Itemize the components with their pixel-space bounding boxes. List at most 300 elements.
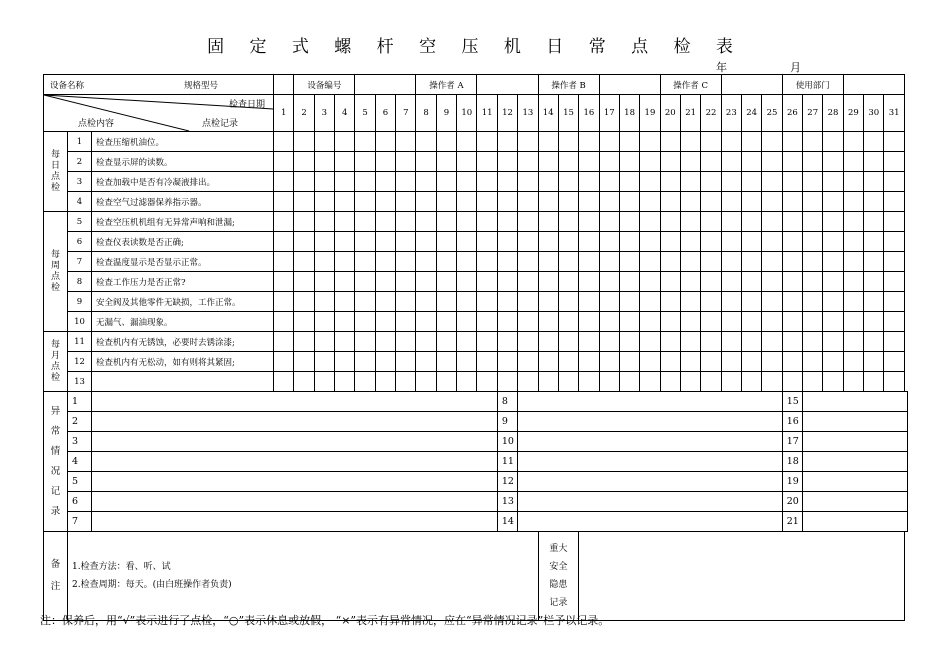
check-cell[interactable] [274,212,294,232]
check-cell[interactable] [823,212,843,232]
check-cell[interactable] [762,372,782,392]
check-cell[interactable] [355,152,375,172]
check-cell[interactable] [782,232,802,252]
check-cell[interactable] [274,332,294,352]
check-cell[interactable] [701,332,721,352]
check-cell[interactable] [375,152,395,172]
check-cell[interactable] [619,172,639,192]
check-cell[interactable] [864,152,884,172]
check-cell[interactable] [884,252,904,272]
check-cell[interactable] [660,132,680,152]
check-cell[interactable] [294,172,314,192]
abnormal-entry[interactable] [803,392,908,412]
abnormal-entry[interactable] [92,452,498,472]
check-cell[interactable] [803,292,823,312]
check-cell[interactable] [782,152,802,172]
check-cell[interactable] [518,192,538,212]
check-cell[interactable] [477,152,497,172]
check-cell[interactable] [416,132,436,152]
check-cell[interactable] [721,312,741,332]
check-cell[interactable] [436,372,456,392]
check-cell[interactable] [599,372,619,392]
check-cell[interactable] [355,312,375,332]
check-cell[interactable] [314,172,334,192]
check-cell[interactable] [680,252,700,272]
check-cell[interactable] [518,332,538,352]
check-cell[interactable] [497,372,517,392]
check-cell[interactable] [314,272,334,292]
check-cell[interactable] [619,252,639,272]
check-cell[interactable] [701,352,721,372]
check-cell[interactable] [396,292,416,312]
check-cell[interactable] [680,232,700,252]
check-cell[interactable] [640,252,660,272]
check-cell[interactable] [294,372,314,392]
check-cell[interactable] [599,332,619,352]
check-cell[interactable] [599,172,619,192]
check-cell[interactable] [314,212,334,232]
check-cell[interactable] [823,252,843,272]
check-cell[interactable] [538,192,558,212]
check-cell[interactable] [335,132,355,152]
check-cell[interactable] [274,232,294,252]
check-cell[interactable] [579,212,599,232]
check-cell[interactable] [599,192,619,212]
check-cell[interactable] [884,272,904,292]
check-cell[interactable] [762,352,782,372]
check-cell[interactable] [497,132,517,152]
check-cell[interactable] [274,152,294,172]
check-cell[interactable] [497,172,517,192]
check-cell[interactable] [721,332,741,352]
abnormal-entry[interactable] [803,412,908,432]
check-cell[interactable] [477,332,497,352]
check-cell[interactable] [436,172,456,192]
check-cell[interactable] [416,352,436,372]
check-cell[interactable] [864,192,884,212]
check-cell[interactable] [823,152,843,172]
check-cell[interactable] [314,292,334,312]
check-cell[interactable] [294,232,314,252]
check-cell[interactable] [274,372,294,392]
check-cell[interactable] [355,332,375,352]
check-cell[interactable] [599,212,619,232]
check-cell[interactable] [782,132,802,152]
check-cell[interactable] [294,132,314,152]
check-cell[interactable] [721,372,741,392]
check-cell[interactable] [538,232,558,252]
abnormal-entry[interactable] [803,512,908,532]
check-cell[interactable] [335,192,355,212]
check-cell[interactable] [579,352,599,372]
check-cell[interactable] [721,352,741,372]
check-cell[interactable] [375,132,395,152]
check-cell[interactable] [355,352,375,372]
check-cell[interactable] [660,152,680,172]
check-cell[interactable] [742,212,762,232]
check-cell[interactable] [864,352,884,372]
check-cell[interactable] [314,132,334,152]
check-cell[interactable] [477,272,497,292]
check-cell[interactable] [355,372,375,392]
abnormal-entry[interactable] [518,512,783,532]
abnormal-entry[interactable] [92,512,498,532]
check-cell[interactable] [274,312,294,332]
check-cell[interactable] [701,292,721,312]
check-cell[interactable] [477,252,497,272]
check-cell[interactable] [558,332,578,352]
check-cell[interactable] [558,172,578,192]
check-cell[interactable] [416,172,436,192]
check-cell[interactable] [375,352,395,372]
check-cell[interactable] [518,252,538,272]
check-cell[interactable] [640,332,660,352]
check-cell[interactable] [579,332,599,352]
check-cell[interactable] [538,172,558,192]
check-cell[interactable] [803,192,823,212]
check-cell[interactable] [660,292,680,312]
check-cell[interactable] [355,192,375,212]
check-cell[interactable] [579,252,599,272]
check-cell[interactable] [314,252,334,272]
check-cell[interactable] [742,292,762,312]
check-cell[interactable] [843,212,863,232]
check-cell[interactable] [680,212,700,232]
check-cell[interactable] [335,172,355,192]
check-cell[interactable] [884,372,904,392]
check-cell[interactable] [457,212,477,232]
check-cell[interactable] [558,132,578,152]
check-cell[interactable] [884,292,904,312]
check-cell[interactable] [497,272,517,292]
check-cell[interactable] [294,192,314,212]
check-cell[interactable] [701,152,721,172]
check-cell[interactable] [660,172,680,192]
check-cell[interactable] [599,152,619,172]
check-cell[interactable] [660,212,680,232]
check-cell[interactable] [274,352,294,372]
check-cell[interactable] [314,312,334,332]
check-cell[interactable] [619,132,639,152]
check-cell[interactable] [782,312,802,332]
check-cell[interactable] [518,272,538,292]
check-cell[interactable] [742,232,762,252]
check-cell[interactable] [782,252,802,272]
check-cell[interactable] [680,192,700,212]
check-cell[interactable] [436,252,456,272]
check-cell[interactable] [599,232,619,252]
check-cell[interactable] [660,332,680,352]
abnormal-entry[interactable] [518,452,783,472]
check-cell[interactable] [518,292,538,312]
check-cell[interactable] [416,152,436,172]
check-cell[interactable] [742,192,762,212]
check-cell[interactable] [864,232,884,252]
check-cell[interactable] [477,312,497,332]
check-cell[interactable] [314,372,334,392]
check-cell[interactable] [477,132,497,152]
check-cell[interactable] [884,152,904,172]
check-cell[interactable] [416,272,436,292]
check-cell[interactable] [314,192,334,212]
check-cell[interactable] [538,252,558,272]
check-cell[interactable] [457,312,477,332]
check-cell[interactable] [823,352,843,372]
check-cell[interactable] [782,212,802,232]
check-cell[interactable] [762,232,782,252]
check-cell[interactable] [477,192,497,212]
check-cell[interactable] [314,232,334,252]
check-cell[interactable] [742,152,762,172]
check-cell[interactable] [579,152,599,172]
check-cell[interactable] [375,312,395,332]
check-cell[interactable] [680,292,700,312]
check-cell[interactable] [497,152,517,172]
check-cell[interactable] [558,312,578,332]
check-cell[interactable] [497,312,517,332]
check-cell[interactable] [314,332,334,352]
check-cell[interactable] [782,172,802,192]
check-cell[interactable] [477,232,497,252]
abnormal-entry[interactable] [518,412,783,432]
check-cell[interactable] [680,312,700,332]
check-cell[interactable] [742,172,762,192]
check-cell[interactable] [640,372,660,392]
check-cell[interactable] [558,372,578,392]
abnormal-entry[interactable] [92,492,498,512]
check-cell[interactable] [782,292,802,312]
check-cell[interactable] [823,312,843,332]
check-cell[interactable] [823,272,843,292]
check-cell[interactable] [640,232,660,252]
check-cell[interactable] [579,292,599,312]
check-cell[interactable] [721,192,741,212]
check-cell[interactable] [436,192,456,212]
check-cell[interactable] [538,212,558,232]
check-cell[interactable] [457,252,477,272]
abnormal-entry[interactable] [92,432,498,452]
check-cell[interactable] [497,192,517,212]
check-cell[interactable] [335,332,355,352]
check-cell[interactable] [640,312,660,332]
check-cell[interactable] [599,132,619,152]
check-cell[interactable] [274,172,294,192]
check-cell[interactable] [803,332,823,352]
check-cell[interactable] [823,132,843,152]
check-cell[interactable] [680,272,700,292]
check-cell[interactable] [864,332,884,352]
check-cell[interactable] [477,372,497,392]
check-cell[interactable] [416,192,436,212]
check-cell[interactable] [335,352,355,372]
check-cell[interactable] [294,252,314,272]
check-cell[interactable] [436,352,456,372]
hazard-entry[interactable] [579,532,905,621]
check-cell[interactable] [701,172,721,192]
equipment-no-value[interactable] [355,75,416,95]
check-cell[interactable] [457,132,477,152]
check-cell[interactable] [436,132,456,152]
check-cell[interactable] [599,312,619,332]
check-cell[interactable] [558,272,578,292]
check-cell[interactable] [884,312,904,332]
check-cell[interactable] [660,272,680,292]
check-cell[interactable] [497,292,517,312]
spec-model-value[interactable] [274,75,294,95]
operator-a-value[interactable] [477,75,538,95]
check-cell[interactable] [416,292,436,312]
check-cell[interactable] [375,292,395,312]
abnormal-entry[interactable] [803,432,908,452]
check-cell[interactable] [416,252,436,272]
check-cell[interactable] [457,332,477,352]
check-cell[interactable] [375,372,395,392]
check-cell[interactable] [274,252,294,272]
check-cell[interactable] [436,292,456,312]
check-cell[interactable] [579,192,599,212]
check-cell[interactable] [396,172,416,192]
check-cell[interactable] [518,132,538,152]
check-cell[interactable] [518,152,538,172]
check-cell[interactable] [843,272,863,292]
check-cell[interactable] [558,212,578,232]
abnormal-entry[interactable] [803,472,908,492]
check-cell[interactable] [701,132,721,152]
check-cell[interactable] [619,192,639,212]
check-cell[interactable] [396,192,416,212]
check-cell[interactable] [803,272,823,292]
check-cell[interactable] [274,132,294,152]
check-cell[interactable] [436,232,456,252]
check-cell[interactable] [803,152,823,172]
check-cell[interactable] [762,172,782,192]
check-cell[interactable] [416,212,436,232]
check-cell[interactable] [599,272,619,292]
check-cell[interactable] [884,232,904,252]
check-cell[interactable] [803,212,823,232]
check-cell[interactable] [538,292,558,312]
check-cell[interactable] [518,172,538,192]
check-cell[interactable] [742,252,762,272]
dept-value[interactable] [843,75,904,95]
check-cell[interactable] [314,152,334,172]
check-cell[interactable] [782,272,802,292]
check-cell[interactable] [375,212,395,232]
check-cell[interactable] [803,172,823,192]
check-cell[interactable] [640,352,660,372]
check-cell[interactable] [355,252,375,272]
check-cell[interactable] [558,292,578,312]
check-cell[interactable] [823,172,843,192]
check-cell[interactable] [375,232,395,252]
check-cell[interactable] [335,372,355,392]
check-cell[interactable] [640,212,660,232]
check-cell[interactable] [396,252,416,272]
check-cell[interactable] [274,192,294,212]
check-cell[interactable] [803,372,823,392]
check-cell[interactable] [843,372,863,392]
check-cell[interactable] [843,132,863,152]
operator-b-value[interactable] [599,75,660,95]
check-cell[interactable] [396,232,416,252]
check-cell[interactable] [864,212,884,232]
check-cell[interactable] [294,212,314,232]
check-cell[interactable] [782,332,802,352]
check-cell[interactable] [375,252,395,272]
check-cell[interactable] [497,232,517,252]
check-cell[interactable] [436,312,456,332]
check-cell[interactable] [558,152,578,172]
check-cell[interactable] [416,372,436,392]
check-cell[interactable] [518,312,538,332]
check-cell[interactable] [782,372,802,392]
check-cell[interactable] [619,272,639,292]
check-cell[interactable] [538,372,558,392]
check-cell[interactable] [864,372,884,392]
check-cell[interactable] [701,252,721,272]
abnormal-entry[interactable] [92,412,498,432]
check-cell[interactable] [416,332,436,352]
check-cell[interactable] [884,332,904,352]
check-cell[interactable] [558,192,578,212]
check-cell[interactable] [762,192,782,212]
check-cell[interactable] [619,372,639,392]
check-cell[interactable] [355,292,375,312]
check-cell[interactable] [843,232,863,252]
check-cell[interactable] [457,352,477,372]
check-cell[interactable] [355,172,375,192]
check-cell[interactable] [640,152,660,172]
check-cell[interactable] [884,352,904,372]
check-cell[interactable] [457,192,477,212]
check-cell[interactable] [680,332,700,352]
check-cell[interactable] [619,292,639,312]
check-cell[interactable] [538,312,558,332]
check-cell[interactable] [457,272,477,292]
check-cell[interactable] [680,132,700,152]
check-cell[interactable] [497,332,517,352]
check-cell[interactable] [823,232,843,252]
check-cell[interactable] [518,372,538,392]
check-cell[interactable] [721,172,741,192]
check-cell[interactable] [680,152,700,172]
check-cell[interactable] [843,192,863,212]
check-cell[interactable] [721,272,741,292]
check-cell[interactable] [803,132,823,152]
check-cell[interactable] [640,132,660,152]
check-cell[interactable] [355,232,375,252]
check-cell[interactable] [436,272,456,292]
check-cell[interactable] [436,212,456,232]
check-cell[interactable] [762,292,782,312]
check-cell[interactable] [274,292,294,312]
check-cell[interactable] [803,352,823,372]
check-cell[interactable] [558,232,578,252]
check-cell[interactable] [355,132,375,152]
check-cell[interactable] [742,132,762,152]
check-cell[interactable] [843,352,863,372]
check-cell[interactable] [884,172,904,192]
check-cell[interactable] [660,252,680,272]
check-cell[interactable] [294,352,314,372]
check-cell[interactable] [396,132,416,152]
check-cell[interactable] [396,272,416,292]
check-cell[interactable] [375,172,395,192]
check-cell[interactable] [335,292,355,312]
check-cell[interactable] [823,292,843,312]
check-cell[interactable] [396,372,416,392]
check-cell[interactable] [640,192,660,212]
